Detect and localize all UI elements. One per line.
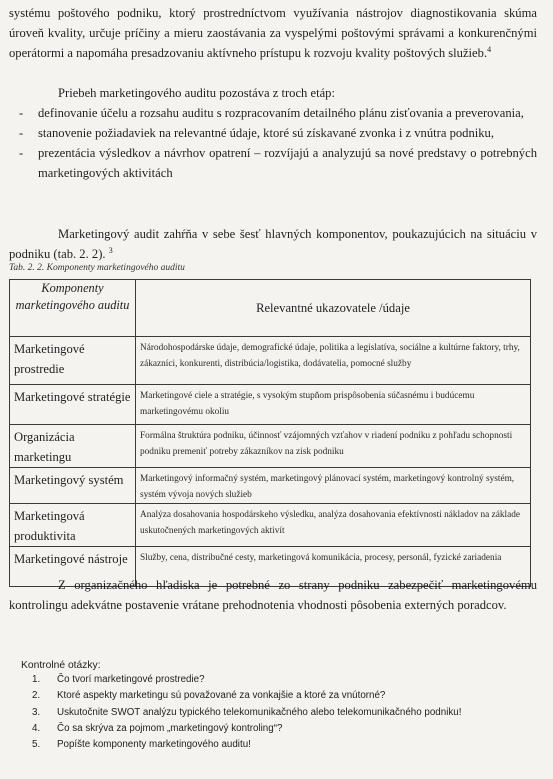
audit-stages-list (9, 103, 537, 183)
component-cell: Marketingové nástroje (10, 547, 136, 587)
question-item: 1. Čo tvorí marketingové prostredie? (32, 674, 205, 685)
header-indicators: Relevantné ukazovatele /údaje (136, 280, 531, 337)
list-item: - stanovenie požiadaviek na relevantné údaje, ktoré sú získavané zvonka i z vnútra podniku, (9, 123, 537, 143)
intro-paragraph (9, 3, 537, 63)
table-caption: Tab. 2. 2. Komponenty marketingového auditu (9, 263, 185, 273)
table-row (10, 425, 531, 468)
control-questions-title: Kontrolné otázky: (21, 660, 101, 671)
indicator-cell: Marketingový informačný systém, marketingový plánovací systém, marketingový kontrolný systém, systém vývoja nových služieb (136, 468, 531, 504)
dash-bullet: - (19, 146, 24, 160)
closing-paragraph: Z organizačného hľadiska je potrebné zo strany podniku zabezpečiť marketingovému kontrolingu adekvátne postavenie vrátane prehodnotenia vhodnosti pôsobenia externých poradcov. (9, 578, 537, 612)
footnote-ref: 3 (108, 246, 113, 255)
table-row (10, 337, 531, 385)
header-components: Komponenty marketingového auditu (10, 280, 136, 337)
list-item: - prezentácia výsledkov a návrhov opatrení – rozvíjajú a analyzujú sa nové predstavy o potrebných marketingových aktivitách (9, 143, 537, 183)
control-questions-list (21, 674, 461, 755)
question-item: 2. Ktoré aspekty marketingu sú považované za vonkajšie a ktoré za vnútorné? (32, 690, 386, 702)
component-cell: Marketingové stratégie (10, 385, 136, 425)
question-item: 4. Čo sa skrýva za pojmom „marketingový kontroling“? (32, 722, 283, 734)
dash-bullet: - (19, 106, 24, 120)
table-row (10, 385, 531, 425)
indicator-cell: Formálna štruktúra podniku, účinnosť vzájomných vzťahov v riadení podniku z pohľadu schopnosti podniku premeniť potreby zákazníkov na zisk podniku (136, 425, 531, 468)
component-cell: Marketingová produktivita (10, 504, 136, 547)
audit-stages-intro: Priebeh marketingového auditu pozostáva z troch etáp: (58, 86, 335, 100)
intro-paragraph-text: systému poštového podniku, ktorý prostredníctvom využívania nástrojov diagnostikovania skúma úroveň kvality, určuje príčiny a mieru zaostávania za vyspelými poštovými správami a konkurenčnými operátormi a napomáha presadzovaniu aktívneho prístupu k rozvoju kvality poštových služieb. (9, 6, 537, 60)
table-header-row (10, 280, 531, 337)
indicator-cell: Marketingové ciele a stratégie, s vysokým stupňom prispôsobenia súčasnému i budúcemu marketingovému okoliu (136, 385, 531, 425)
question-item: 3. Uskutočnite SWOT analýzu typického telekomunikačného alebo telekomunikačného podniku! (32, 706, 462, 718)
dash-bullet: - (19, 126, 24, 140)
footnote-ref: 4 (487, 45, 492, 54)
indicator-cell: Analýza dosahovania hospodárskeho výsledku, analýza dosahovania efektívnosti nákladov na základe uskutočnených marketingových aktivít (136, 504, 531, 547)
table-row (10, 504, 531, 547)
components-table (9, 279, 531, 587)
components-paragraph: Marketingový audit zahŕňa v sebe šesť hlavných komponentov, poukazujúcich na situáciu v podniku (tab. 2. 2). $^3$ (9, 227, 537, 261)
component-cell: Marketingové prostredie (10, 337, 136, 385)
indicator-cell: Národohospodárske údaje, demografické údaje, politika a legislatíva, sociálne a kultúrne faktory, trhy, zákazníci, konkurenti, distribúcia/logistika, dodávatelia, pomocné služby (136, 337, 531, 385)
list-item: - definovanie účelu a rozsahu auditu s rozpracovaním detailného plánu zisťovania a preverovania, (9, 103, 537, 123)
indicator-cell: Služby, cena, distribučné cesty, marketingová komunikácia, procesy, personál, fyzické zariadenia (136, 547, 531, 587)
table-row (10, 468, 531, 504)
component-cell: Marketingový systém (10, 468, 136, 504)
question-item: 5. Popíšte komponenty marketingového auditu! (32, 739, 251, 751)
component-cell: Organizácia marketingu (10, 425, 136, 468)
